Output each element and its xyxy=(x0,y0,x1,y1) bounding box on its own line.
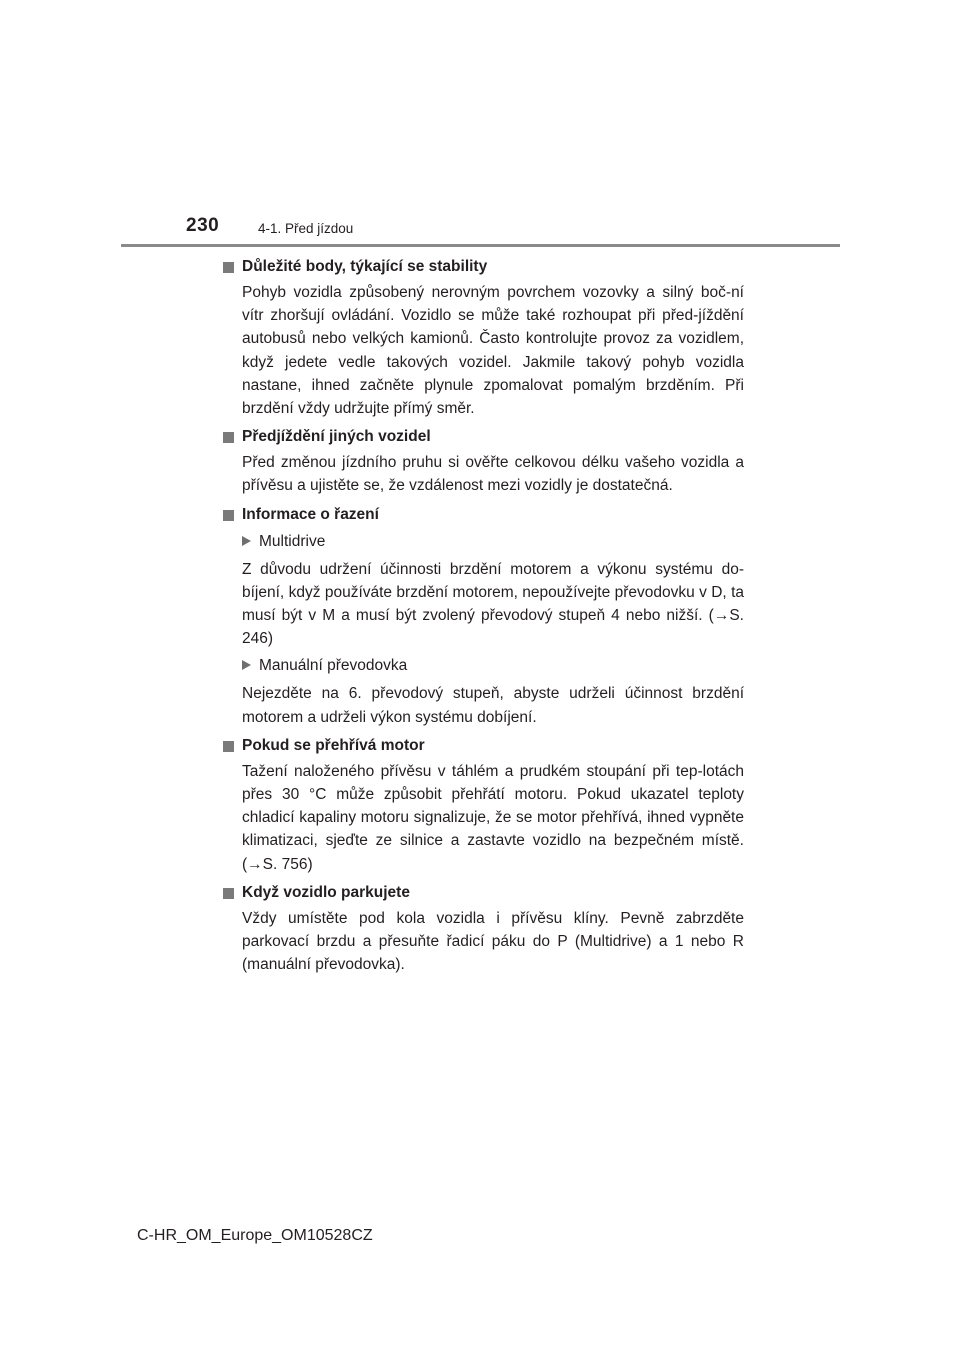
section-paragraph: Vždy umístěte pod kola vozidla i přívěsu klíny. Pevně zabrzděte parkovací brzdu a přesuňte řadicí páku do P (Multidrive) a 1 nebo R (manuální převodovka). xyxy=(242,909,744,974)
subheading-text: Manuální převodovka xyxy=(259,657,408,675)
section-paragraph: Z důvodu udržení účinnosti brzdění motorem a výkonu systému do-bíjení, když používáte brzdění motorem, nepoužívejte převodovku v D, ta musí být v M a musí být zvolený převodový stupeň 4 nebo nižší. (→S. 246) xyxy=(242,560,744,648)
subheading-manual xyxy=(242,654,744,677)
section-heading-text: Důležité body, týkající se stability xyxy=(242,258,488,275)
header-divider xyxy=(121,244,840,247)
subheading-multidrive xyxy=(242,530,744,553)
section-heading xyxy=(222,882,744,904)
section-paragraph: Pohyb vozidla způsobený nerovným povrchem vozovky a silný boč-ní vítr zhoršují ovládání. Vozidlo se může také rozhoupat při před-jíždění autobusů nebo velkých kamionů. Často kontrolujte provoz za vozidlem, když jedete vedle takových vozidel. Jakmile takový pohyb vozidla nastane, ihned začněte plynule zpomalovat pomalým brzděním. Při brzdění vždy udržujte přímý směr. xyxy=(242,284,744,418)
section-heading xyxy=(222,504,744,526)
section-heading xyxy=(222,426,744,448)
section-parking xyxy=(222,882,744,977)
page-number: 230 xyxy=(186,215,220,236)
triangle-bullet-icon xyxy=(242,536,251,546)
section-paragraph: Před změnou jízdního pruhu si ověřte celkovou délku vašeho vozidla a přívěsu a ujistěte se, že vzdálenost mezi vozidly je dostatečná. xyxy=(242,454,744,495)
square-bullet-icon xyxy=(223,741,234,752)
subheading-text: Multidrive xyxy=(259,532,326,550)
section-heading-text: Když vozidlo parkujete xyxy=(242,883,410,901)
section-paragraph: Nejezděte na 6. převodový stupeň, abyste udrželi účinnost brzdění motorem a udrželi výkon systému dobíjení. xyxy=(242,685,744,726)
section-overtaking xyxy=(222,426,744,497)
document-code-footer: C-HR_OM_Europe_OM10528CZ xyxy=(137,1227,373,1244)
section-gear-info xyxy=(222,504,744,729)
section-title: 4-1. Před jízdou xyxy=(258,221,354,236)
section-paragraph: Tažení naloženého přívěsu v táhlém a prudkém stoupání při tep-lotách přes 30 °C může způsobit přehřátí motoru. Pokud ukazatel teploty chladicí kapaliny motoru signalizuje, že se motor přehřívá, ihned vypněte klimatizaci, sjeďte ze silnice a zastavte vozidlo na bezpečném místě. (→S. 756) xyxy=(242,762,744,873)
section-overheating xyxy=(222,735,744,876)
square-bullet-icon xyxy=(223,262,234,273)
section-heading-text: Předjíždění jiných vozidel xyxy=(242,428,431,446)
page-content xyxy=(222,252,744,982)
section-heading xyxy=(222,256,744,278)
section-stability xyxy=(222,256,744,420)
square-bullet-icon xyxy=(223,432,234,443)
section-heading xyxy=(222,735,744,757)
section-heading-text: Pokud se přehřívá motor xyxy=(242,736,425,754)
triangle-bullet-icon xyxy=(242,660,251,670)
square-bullet-icon xyxy=(223,510,234,521)
section-heading-text: Informace o řazení xyxy=(242,505,379,523)
square-bullet-icon xyxy=(223,888,234,899)
